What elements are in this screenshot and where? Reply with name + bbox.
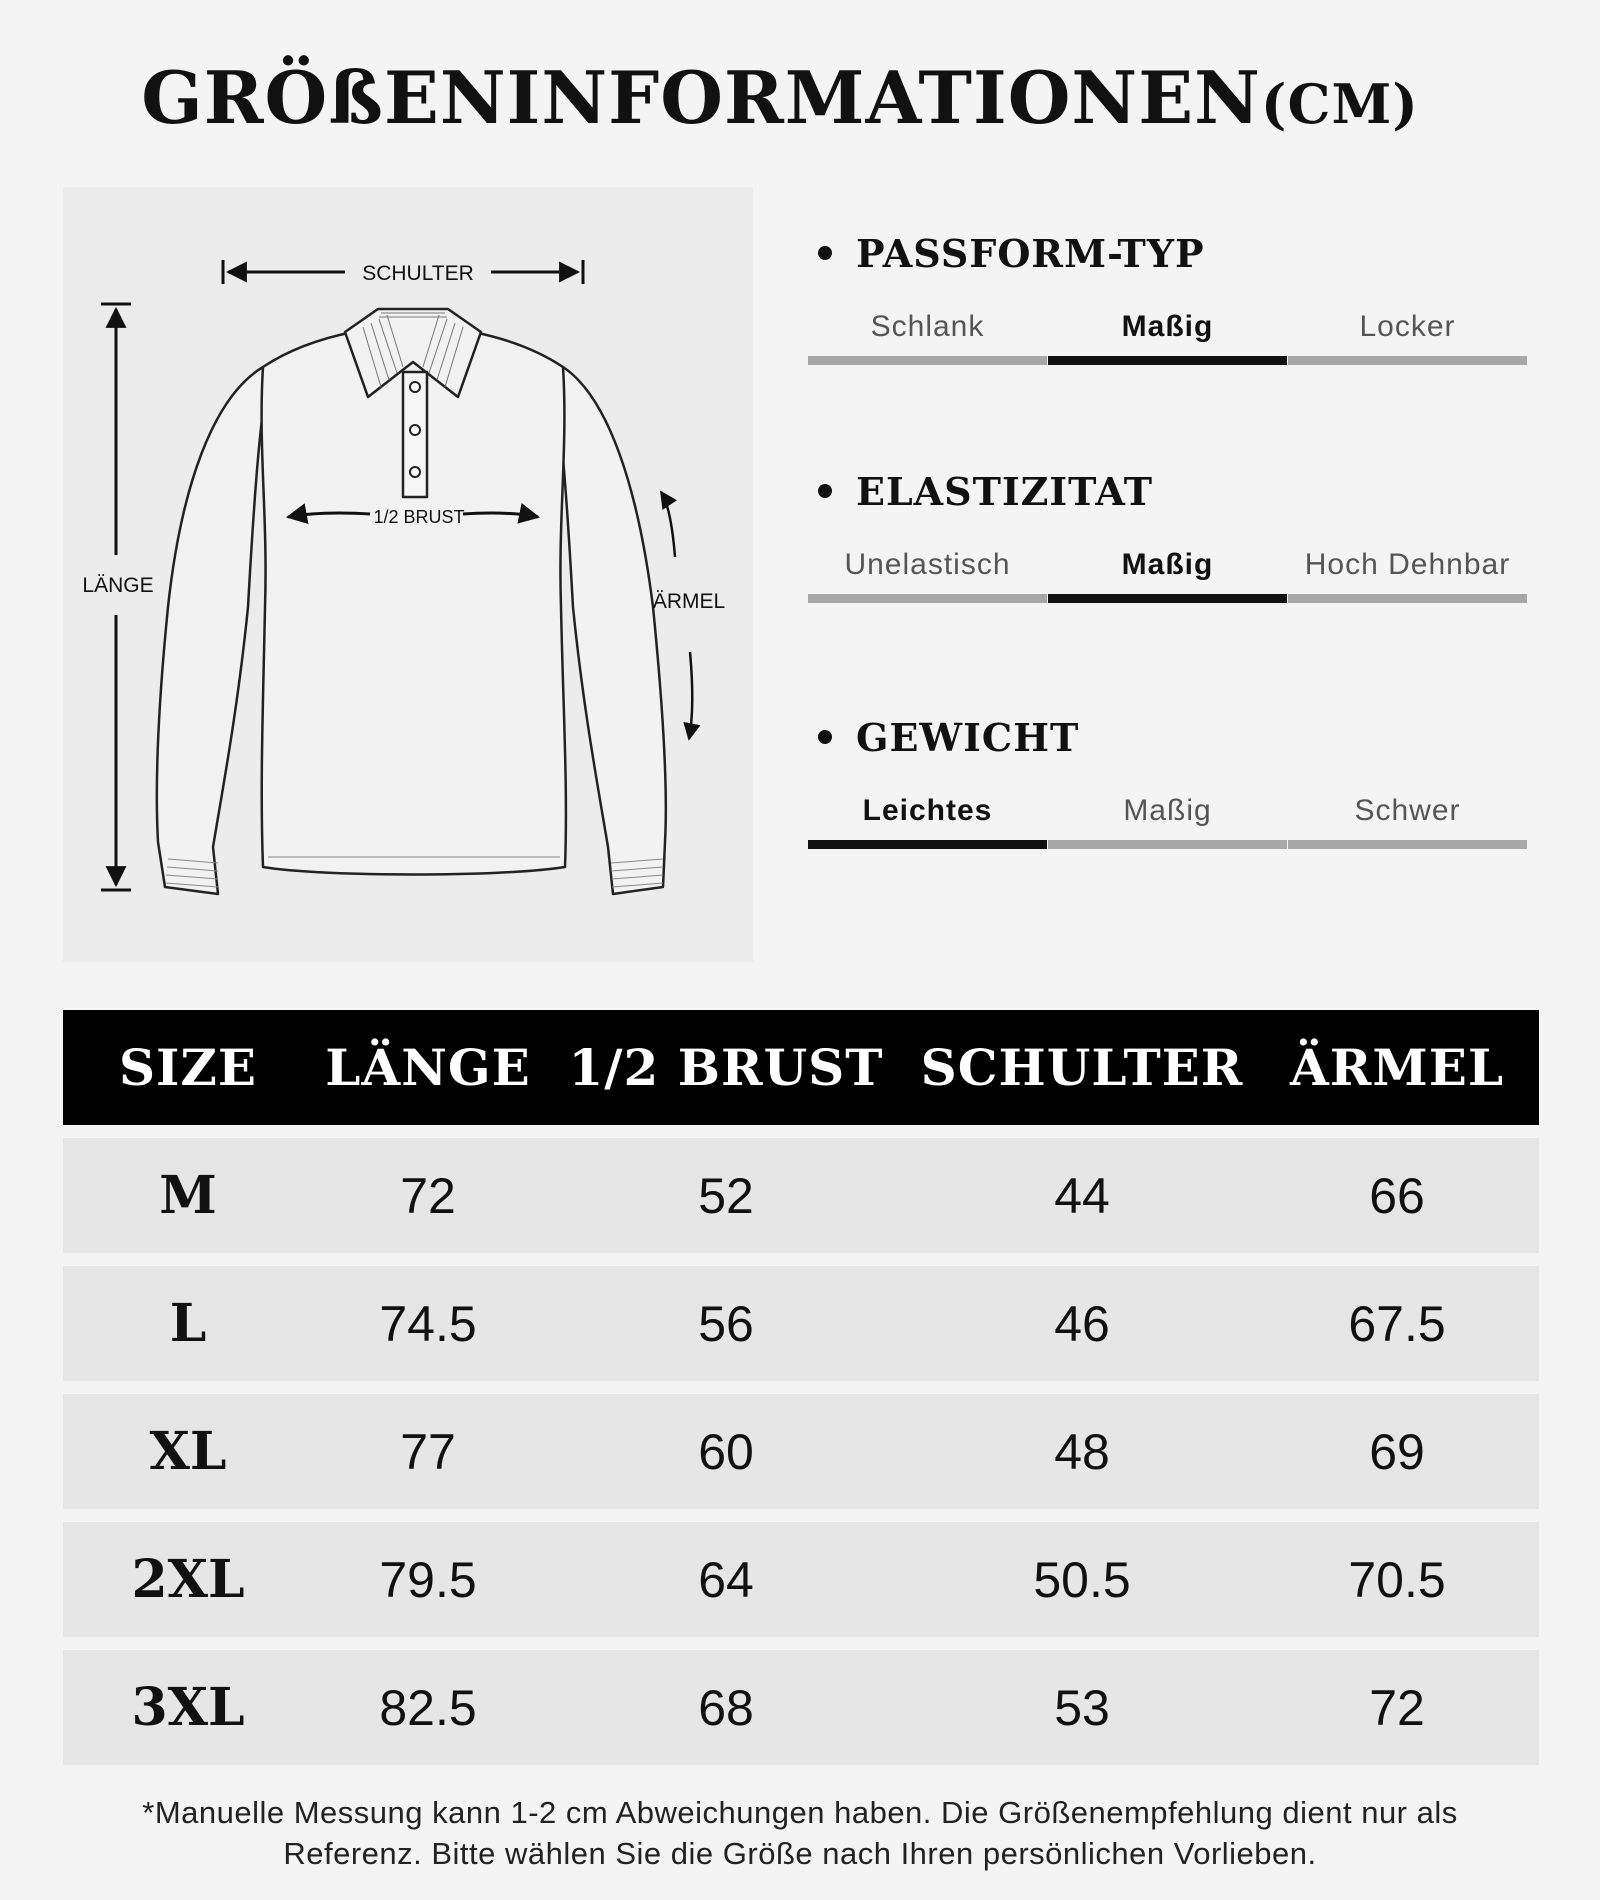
cell-schulter: 53 <box>1054 1679 1110 1736</box>
header-aermel: ÄRMEL <box>1290 1038 1504 1097</box>
polo-shirt-illustration <box>63 187 753 962</box>
cell-size: 2XL <box>131 1549 245 1610</box>
header-schulter: SCHULTER <box>920 1038 1244 1097</box>
scale-bar <box>1288 356 1527 365</box>
cell-aermel: 66 <box>1369 1167 1425 1224</box>
bullet-icon <box>818 730 832 744</box>
table-header <box>63 1010 1539 1125</box>
cell-laenge: 72 <box>400 1167 456 1224</box>
attribute-heading-text: ELASTIZITAT <box>856 468 1154 514</box>
cell-brust: 64 <box>698 1551 754 1608</box>
scale-bar <box>808 356 1047 365</box>
cell-size: XL <box>149 1421 227 1482</box>
scale-option-0 <box>808 310 1047 365</box>
bullet-icon <box>818 484 832 498</box>
cell-schulter: 48 <box>1054 1423 1110 1480</box>
cell-laenge: 74.5 <box>379 1295 477 1352</box>
cell-size: 3XL <box>131 1677 245 1738</box>
attribute-gewicht <box>808 714 1528 849</box>
rating-scale <box>808 310 1528 365</box>
scale-bar <box>808 594 1047 603</box>
scale-option-1 <box>1048 548 1287 603</box>
attribute-heading-text: GEWICHT <box>856 714 1080 760</box>
cell-brust: 60 <box>698 1423 754 1480</box>
scale-label: Maßig <box>1123 794 1212 827</box>
aermel-label: ÄRMEL <box>652 590 726 613</box>
cell-schulter: 50.5 <box>1033 1551 1131 1608</box>
scale-option-0 <box>808 548 1047 603</box>
scale-option-1 <box>1048 794 1287 849</box>
brust-label: 1/2 BRUST <box>373 507 465 527</box>
cell-aermel: 69 <box>1369 1423 1425 1480</box>
attribute-passform <box>808 230 1528 365</box>
schulter-label: SCHULTER <box>362 262 474 285</box>
title-unit: (CM) <box>1260 72 1419 136</box>
table-row <box>63 1650 1539 1765</box>
header-size: SIZE <box>118 1038 258 1097</box>
cell-aermel: 72 <box>1369 1679 1425 1736</box>
scale-label: Schlank <box>870 310 985 343</box>
attribute-heading <box>808 714 1528 760</box>
cell-brust: 52 <box>698 1167 754 1224</box>
scale-option-2 <box>1288 548 1527 603</box>
cell-aermel: 67.5 <box>1348 1295 1446 1352</box>
laenge-label: LÄNGE <box>82 574 154 597</box>
cell-schulter: 46 <box>1054 1295 1110 1352</box>
cell-size: M <box>159 1165 217 1226</box>
table-row <box>63 1266 1539 1381</box>
attribute-heading <box>808 468 1528 514</box>
scale-bar <box>1048 594 1287 603</box>
cell-schulter: 44 <box>1054 1167 1110 1224</box>
aermel-arrow <box>661 492 692 739</box>
scale-label: Leichtes <box>862 794 993 827</box>
scale-option-2 <box>1288 310 1527 365</box>
cell-aermel: 70.5 <box>1348 1551 1446 1608</box>
table-row <box>63 1394 1539 1509</box>
scale-bar <box>1288 594 1527 603</box>
cell-laenge: 82.5 <box>379 1679 477 1736</box>
scale-bar <box>808 840 1047 849</box>
header-laenge: LÄNGE <box>325 1038 531 1097</box>
scale-label: Unelastisch <box>844 548 1011 581</box>
measurement-note <box>40 1792 1560 1874</box>
scale-option-0 <box>808 794 1047 849</box>
rating-scale <box>808 548 1528 603</box>
laenge-arrow <box>101 304 131 890</box>
cell-brust: 56 <box>698 1295 754 1352</box>
scale-label: Maßig <box>1121 548 1214 581</box>
scale-option-2 <box>1288 794 1527 849</box>
title-main: GRÖßENINFORMATIONEN <box>141 55 1261 140</box>
scale-option-1 <box>1048 310 1287 365</box>
scale-label: Maßig <box>1121 310 1214 343</box>
attribute-heading-text: PASSFORM-TYP <box>856 230 1205 276</box>
scale-bar <box>1288 840 1527 849</box>
bullet-icon <box>818 246 832 260</box>
cell-size: L <box>169 1293 207 1354</box>
cell-laenge: 77 <box>400 1423 456 1480</box>
table-row <box>63 1138 1539 1253</box>
scale-label: Schwer <box>1354 794 1461 827</box>
cell-laenge: 79.5 <box>379 1551 477 1608</box>
scale-label: Hoch Dehnbar <box>1304 548 1511 581</box>
scale-label: Locker <box>1359 310 1456 343</box>
scale-bar <box>1048 840 1287 849</box>
page-title <box>0 55 1560 140</box>
table-row <box>63 1522 1539 1637</box>
cell-brust: 68 <box>698 1679 754 1736</box>
note-line-1: *Manuelle Messung kann 1-2 cm Abweichungen haben. Die Größenempfehlung dient nur als <box>142 1795 1458 1830</box>
header-brust: 1/2 BRUST <box>568 1038 884 1097</box>
rating-scale <box>808 794 1528 849</box>
shirt-outline <box>157 309 666 894</box>
size-table <box>63 1010 1539 1765</box>
attribute-elastizitat <box>808 468 1528 603</box>
attribute-heading <box>808 230 1528 276</box>
garment-diagram <box>63 187 753 962</box>
note-line-2: Referenz. Bitte wählen Sie die Größe nach Ihren persönlichen Vorlieben. <box>283 1836 1317 1871</box>
scale-bar <box>1048 356 1287 365</box>
